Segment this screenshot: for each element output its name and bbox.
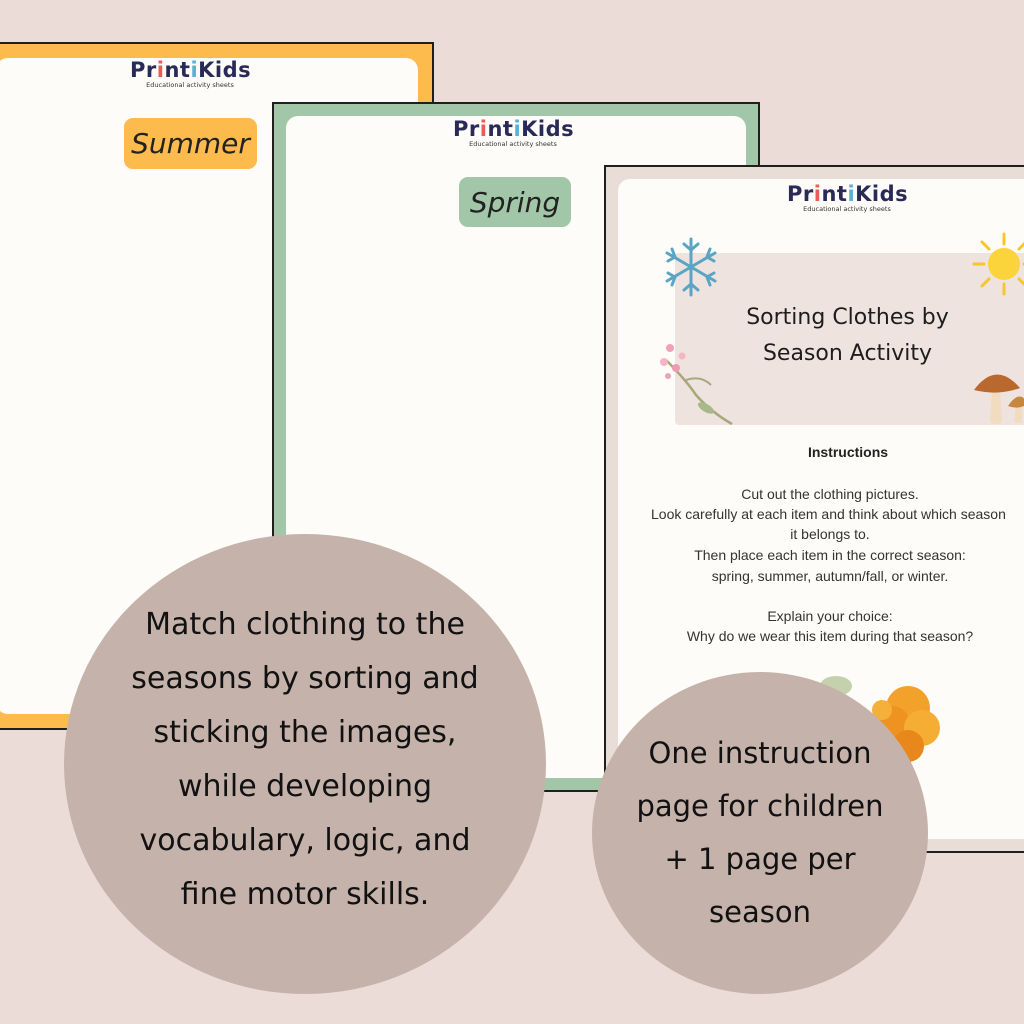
pages-info-circle (592, 672, 928, 994)
summary-line-3: sticking the images, (153, 715, 457, 750)
pages-info-line-3: + 1 page per (664, 842, 856, 876)
summer-label: Summer (124, 118, 257, 169)
instruction-line-1: Cut out the clothing pictures. (741, 486, 919, 502)
spring-logo: PrintiKids Educational activity sheets (453, 117, 575, 148)
summary-line-5: vocabulary, logic, and (139, 823, 471, 858)
instruction-line-2: Look carefully at each item and think about which season (651, 506, 1006, 522)
summary-line-1: Match clothing to the (145, 607, 465, 642)
instruction-logo: PrintiKids Educational activity sheets (787, 182, 909, 213)
summary-line-2: seasons by sorting and (131, 661, 479, 696)
summary-line-6: fine motor skills. (180, 877, 430, 912)
summer-logo: PrintiKids Educational activity sheets (130, 58, 252, 89)
instruction-line-7: Why do we wear this item during that season? (686, 628, 974, 644)
spring-label: Spring (459, 177, 571, 227)
activity-title-line1: Sorting Clothes by (746, 305, 949, 330)
instruction-line-4: Then place each item in the correct season: (694, 547, 966, 563)
sun-icon (970, 232, 1024, 296)
activity-title-line2: Season Activity (762, 341, 933, 366)
flower-branch-icon (656, 340, 740, 428)
summary-line-4: while developing (177, 769, 433, 804)
pages-info-line-1: One instruction (648, 736, 872, 770)
instructions-heading: Instructions (807, 444, 889, 460)
summary-circle (64, 534, 546, 994)
mushroom-icon (972, 366, 1024, 426)
snowflake-icon (660, 236, 722, 298)
instruction-line-3: it belongs to. (790, 526, 870, 542)
instruction-line-5: spring, summer, autumn/fall, or winter. (711, 568, 949, 584)
pages-info-line-2: page for children (636, 789, 884, 823)
instruction-line-6: Explain your choice: (767, 608, 893, 624)
pages-info-line-4: season (709, 895, 811, 929)
